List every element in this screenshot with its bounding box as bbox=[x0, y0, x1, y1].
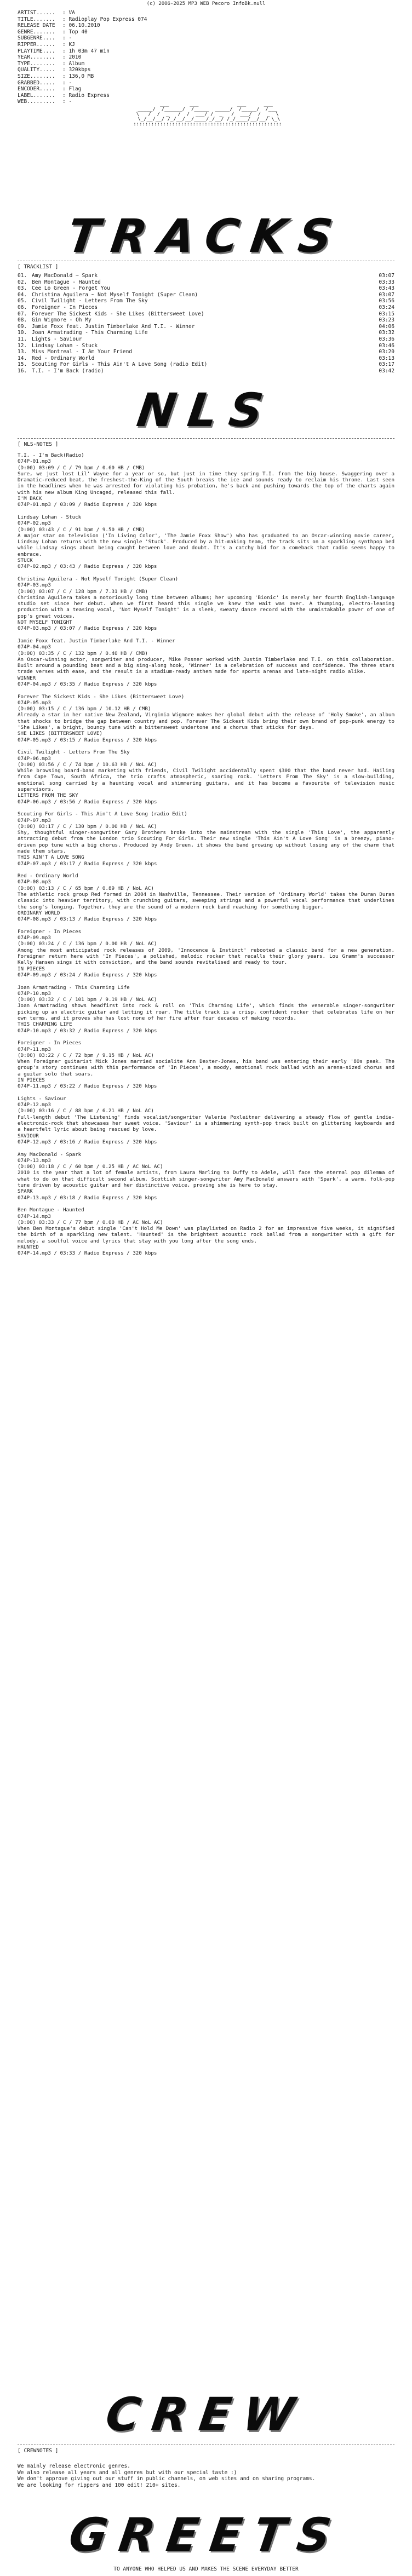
info-key: QUALITY..... bbox=[18, 67, 55, 73]
release-info bbox=[18, 10, 147, 105]
track-duration: 03:56 bbox=[379, 298, 394, 304]
note-heading: Lindsay Lohan - Stuck bbox=[18, 514, 82, 520]
track-title: T.I. - I'm Back (radio) bbox=[32, 367, 104, 374]
note-filename: 074P-11.mp3 bbox=[18, 1046, 51, 1053]
note-spec: 074P-04.mp3 / 03:35 / Radio Express / 320 kbps bbox=[18, 681, 157, 687]
notes-heading: [ NLS-NOTES ] bbox=[18, 441, 59, 447]
track-title: Amy MacDonald ~ Spark bbox=[32, 273, 98, 279]
track-number: 15. bbox=[18, 361, 27, 368]
nfo-banner bbox=[0, 383, 412, 437]
info-row: QUALITY..... : 320kbps bbox=[18, 67, 91, 73]
note-title: IN PIECES bbox=[18, 965, 45, 972]
info-value: Radioplay Pop Express 074 bbox=[68, 16, 147, 22]
info-key: ARTIST...... bbox=[18, 10, 55, 16]
info-value: Album bbox=[68, 60, 85, 67]
note-title: LETTERS FROM THE SKY bbox=[18, 792, 78, 799]
track-row bbox=[18, 298, 394, 304]
note-heading: Amy MacDonald - Spark bbox=[18, 1151, 82, 1158]
track-row bbox=[18, 273, 394, 279]
info-row: ENCODER..... : Flag bbox=[18, 86, 82, 93]
note-filename: 074P-06.mp3 bbox=[18, 755, 51, 762]
song-note bbox=[18, 1152, 394, 1201]
track-title: Red - Ordinary World bbox=[32, 355, 95, 361]
note-heading: Civil Twilight - Letters From The Sky bbox=[18, 749, 130, 756]
track-title: Lindsay Lohan - Stuck bbox=[32, 342, 98, 349]
greets-footer: TO ANYONE WHO HELPED US AND MAKES THE SCENE EVERYDAY BETTER bbox=[113, 2566, 299, 2572]
song-note bbox=[18, 929, 394, 978]
info-row: ARTIST...... : VA bbox=[18, 10, 75, 16]
info-value: 136,0 MB bbox=[68, 73, 94, 79]
note-body: Christina Aguilera takes a notoriously long time between albums; her upcoming 'Bionic' is merely her fourth English-language studio set since her debut. When we first heard this single we knew the wait was over. A thumping, electro-leaning production with a teasing vocal, 'Not Myself Tonight' is a sleek, sweaty dance record with the unmistakable power of one of pop's great voices. bbox=[18, 594, 394, 619]
note-encoding: (D:00) 03:07 / C / 128 bpm / 7.31 HB / CMB) bbox=[18, 588, 148, 595]
song-note bbox=[18, 452, 394, 508]
tracklist-heading: [ TRACKLIST ] bbox=[18, 264, 59, 270]
note-encoding: (D:00) 03:17 / C / 130 bpm / 0.00 HB / NoL AC) bbox=[18, 823, 157, 830]
note-spec: 074P-12.mp3 / 03:16 / Radio Express / 320 kbps bbox=[18, 1138, 157, 1145]
info-row: TYPE........ : Album bbox=[18, 60, 85, 67]
note-body: When Foreigner guitarist Mick Jones married socialite Ann Dexter-Jones, his band was entering their early '80s peak. The group's story continues with this performance of 'In Pieces', a moody, emotional rock ballad with an arena-sized chorus and a guitar solo that soars. bbox=[18, 1059, 394, 1077]
info-value: VA bbox=[68, 10, 75, 16]
note-spec: 074P-14.mp3 / 03:33 / Radio Express / 320 kbps bbox=[18, 1250, 157, 1257]
track-row bbox=[18, 285, 394, 292]
note-title: STUCK bbox=[18, 557, 33, 564]
note-heading: Jamie Foxx feat. Justin Timberlake And T.I. - Winner bbox=[18, 637, 175, 644]
note-encoding: (D:00) 03:09 / C / 79 bpm / 0.60 HB / CMB) bbox=[18, 464, 145, 471]
info-key: YEAR........ bbox=[18, 54, 55, 61]
crew-banner bbox=[0, 2388, 412, 2441]
note-encoding: (D:00) 03:24 / C / 136 bpm / 0.00 HB / NoL AC) bbox=[18, 941, 157, 947]
note-title: HAUNTED bbox=[18, 1244, 39, 1250]
note-filename: 074P-01.mp3 bbox=[18, 458, 51, 465]
note-title: WINNER bbox=[18, 675, 36, 681]
divider bbox=[18, 438, 394, 439]
info-value: 2010 bbox=[68, 54, 82, 61]
info-value: KJ bbox=[68, 41, 75, 48]
note-title: IN PIECES bbox=[18, 1077, 45, 1083]
track-duration: 03:17 bbox=[379, 361, 394, 368]
info-key: PLAYTIME.... bbox=[18, 48, 55, 54]
info-value: - bbox=[68, 35, 72, 42]
track-number: 02. bbox=[18, 279, 27, 285]
info-row: GRABBED..... : - bbox=[18, 79, 72, 86]
note-body: Shy, thoughtful singer-songwriter Gary Brothers broke into the mainstream with the single 'This Love', the apparently attracting debut from the London trio Scouting For Girls. Their new single 'This Ain't A Love Song' is a breezy, piano-driven pop tune with a big chorus. Produced by Andy Green, it shows the band growing up without losing any of the charm that made them stars. bbox=[18, 830, 394, 854]
copyright-line: (c) 2006-2025 MP3 WEB Pecoro InfoBk.null bbox=[146, 1, 266, 7]
track-duration: 03:42 bbox=[379, 367, 394, 374]
track-number: 12. bbox=[18, 342, 27, 349]
info-row: WEB......... : - bbox=[18, 99, 72, 105]
note-body: A major star on television ('In Living Color', 'The Jamie Foxx Show') who has graduated to an Oscar-winning movie career, Lindsay Lohan returns with the new single 'Stuck'. Produced by a hit-making team, the track sits on a sparkling synthpop bed while Lindsay sings about being caught between love and doubt. It's a catchy bid for a comeback that radio seems happy to embrace. bbox=[18, 532, 394, 557]
song-note bbox=[18, 694, 394, 743]
track-title: Civil Twilight - Letters From The Sky bbox=[32, 298, 148, 304]
tracklist bbox=[18, 273, 394, 375]
info-key: LABEL....... bbox=[18, 92, 55, 99]
crew-line: We are looking for rippers and 100 edit! 210+ sites. bbox=[18, 2482, 181, 2488]
note-spec: 074P-05.mp3 / 03:15 / Radio Express / 320 kbps bbox=[18, 737, 157, 743]
tracks-banner-text: TRACKS bbox=[64, 209, 348, 263]
info-row: RELEASE DATE : 06.10.2010 bbox=[18, 22, 100, 29]
info-key: ENCODER..... bbox=[18, 86, 55, 93]
track-title: Forever The Sickest Kids - She Likes (Bittersweet Love) bbox=[32, 311, 204, 317]
track-duration: 03:23 bbox=[379, 317, 394, 324]
song-note bbox=[18, 1207, 394, 1256]
note-heading: Red - Ordinary World bbox=[18, 873, 78, 879]
info-key: WEB......... bbox=[18, 99, 55, 105]
note-filename: 074P-04.mp3 bbox=[18, 644, 51, 651]
info-row: YEAR........ : 2010 bbox=[18, 54, 82, 61]
info-key: TYPE........ bbox=[18, 60, 55, 67]
track-number: 14. bbox=[18, 355, 27, 361]
note-heading: Foreigner - In Pieces bbox=[18, 1040, 82, 1046]
song-note bbox=[18, 514, 394, 570]
info-key: GRABBED..... bbox=[18, 79, 55, 86]
note-spec: 074P-11.mp3 / 03:22 / Radio Express / 320 kbps bbox=[18, 1083, 157, 1090]
note-filename: 074P-12.mp3 bbox=[18, 1102, 51, 1108]
note-body: Full-length debut 'The Listening' finds vocalist/songwriter Valerie Poxleitner delivering a steady flow of gentle indie-electronic-rock that showcases her sweet voice. 'Saviour' is a shimmering synth-pop track built on glittering keyboards and a heartfelt lyric about being rescued by love. bbox=[18, 1114, 394, 1133]
note-body: Already a star in her native New Zealand, Virginia Wigmore makes her global debut with the release of 'Holy Smoke', an album that shocks to bridge the gap between country and pop. Forever The Sickest Kids bring their own brand of pop-punk energy to 'She Likes', a bright, bouncy tune with a bittersweet undertone and a chorus that sticks for days. bbox=[18, 712, 394, 731]
song-note bbox=[18, 576, 394, 632]
track-row bbox=[18, 330, 394, 336]
note-filename: 074P-02.mp3 bbox=[18, 520, 51, 527]
note-encoding: (D:00) 03:16 / C / 88 bpm / 6.21 HB / NoL AC) bbox=[18, 1108, 154, 1114]
info-row: TITLE....... : Radioplay Pop Express 074 bbox=[18, 16, 147, 22]
note-encoding: (D:00) 03:15 / C / 136 bpm / 10.12 HB / CMB) bbox=[18, 706, 151, 712]
track-duration: 03:13 bbox=[379, 355, 394, 361]
info-value: Flag bbox=[68, 86, 82, 93]
note-title: SHE LIKES (BITTERSWEET LOVE) bbox=[18, 731, 102, 737]
track-row bbox=[18, 324, 394, 330]
track-number: 09. bbox=[18, 323, 27, 330]
note-heading: Foreigner - In Pieces bbox=[18, 928, 82, 935]
note-body: The athletic rock group Red formed in 2004 in Nashville, Tennessee. Their version of 'Ordinary World' takes the Duran Duran classic into heavier territory, with crunching guitars, sweeping strings and a powerful vocal performance that underlines the song's longing. Together, they are the sound of a modern rock band reaching for something bigger. bbox=[18, 892, 394, 910]
note-heading: Scouting For Girls - This Ain't A Love Song (radio Edit) bbox=[18, 811, 187, 818]
track-title: Miss Montreal - I Am Your Friend bbox=[32, 349, 133, 355]
greets-banner-text: GREETS bbox=[66, 2508, 346, 2562]
info-row: GENRE....... : Top 40 bbox=[18, 28, 88, 35]
note-filename: 074P-10.mp3 bbox=[18, 990, 51, 997]
note-heading: Forever The Sickest Kids - She Likes (Bittersweet Love) bbox=[18, 693, 185, 700]
info-key: GENRE....... bbox=[18, 28, 55, 35]
track-duration: 03:07 bbox=[379, 273, 394, 279]
note-title: SPARK bbox=[18, 1188, 33, 1195]
track-row bbox=[18, 355, 394, 362]
note-body: Among the most anticipated rock releases of 2009, 'Innocence & Instinct' rebooted a classic band for a new generation. Foreigner return here with 'In Pieces', a polished, melodic rocker that recalls their glory years. Lou Gramm's successor Kelly Hansen sings it with conviction, and the band sounds revitalised and ready to tour. bbox=[18, 947, 394, 966]
track-number: 05. bbox=[18, 298, 27, 304]
crewnotes-heading: [ CREWNOTES ] bbox=[18, 2448, 59, 2454]
track-number: 01. bbox=[18, 273, 27, 279]
note-filename: 074P-08.mp3 bbox=[18, 879, 51, 886]
note-spec: 074P-02.mp3 / 03:43 / Radio Express / 320 kbps bbox=[18, 564, 157, 570]
note-body: Sure, we just lost Lil' Wayne for a year or so, but just in time they spring T.I. from the big house. Swaggering over a Dramatic-reduced beat, the freshest-the-King of the South breaks the ice and sounds ready to reclaim his throne. Last seen in the headlines when he was arrested for violating his probation, he's back and pushing towards the top of the charts again with his new album King Uncaged, released this fall. bbox=[18, 470, 394, 496]
info-key: RIPPER...... bbox=[18, 41, 55, 48]
note-spec: 074P-01.mp3 / 03:09 / Radio Express / 320 kbps bbox=[18, 502, 157, 508]
info-row: PLAYTIME.... : 1h 03m 47 min bbox=[18, 48, 110, 54]
crew-banner-text: CREW bbox=[102, 2388, 310, 2441]
track-number: 10. bbox=[18, 330, 27, 336]
tracks-banner bbox=[0, 209, 412, 263]
song-note bbox=[18, 749, 394, 805]
note-body: While browsing board-band marketing with friends, Civil Twilight accidentally spent $300 that the band never had. Hailing from Cape Town, South Africa, the trio crafts atmospheric, soaring rock. 'Letters From The Sky' is a slow-building, emotional song carried by a haunting vocal and shimmering guitars, and it has become a favourite of television music supervisors. bbox=[18, 768, 394, 793]
info-row: RIPPER...... : KJ bbox=[18, 41, 75, 48]
note-body: Joan Armatrading shows headfirst into rock & roll on 'This Charming Life', which finds the venerable singer-songwriter picking up an electric guitar and letting it roar. The title track is a crisp, confident rocker that celebrates life on her own terms, and it proves she has lost none of her fire after four decades of making records. bbox=[18, 1003, 394, 1022]
note-body: When Ben Montague's debut single 'Can't Hold Me Down' was playlisted on Radio 2 for an impressive five weeks, it signified the birth of a sparkling new talent. 'Haunted' is the brightest acoustic rock ballad from a songwriter with a gift for melody, a soulful voice and lyrics that stay with you long after the song ends. bbox=[18, 1226, 394, 1244]
track-title: Lights - Saviour bbox=[32, 336, 82, 342]
track-duration: 03:46 bbox=[379, 342, 394, 349]
note-title: THIS AIN'T A LOVE SONG bbox=[18, 854, 84, 861]
note-encoding: (D:00) 03:18 / C / 60 bpm / 0.25 HB / AC NoL AC) bbox=[18, 1164, 163, 1170]
info-value: 1h 03m 47 min bbox=[68, 48, 110, 54]
track-title: Jamie Foxx feat. Justin Timberlake And T.I. - Winner bbox=[32, 323, 195, 330]
track-row bbox=[18, 292, 394, 298]
track-duration: 03:43 bbox=[379, 285, 394, 292]
note-spec: 074P-13.mp3 / 03:18 / Radio Express / 320 kbps bbox=[18, 1194, 157, 1201]
note-title: THIS CHARMING LIFE bbox=[18, 1021, 72, 1028]
group-logo: ___ ___ ___ ___ _____/ /______/ /_____ _____/ /_____/ /___ \ / / _ / / ___/ / _ / ___/ / _ \ \_/__/__/ /_/__/__/____/_/__/ /_/____/__/__/ \_\ :::::::::::::::::::::::::::::::::::::::::::::::::: bbox=[133, 102, 282, 127]
info-key: SIZE........ bbox=[18, 73, 55, 79]
track-row bbox=[18, 304, 394, 311]
track-duration: 03:32 bbox=[379, 330, 394, 336]
note-heading: Joan Armatrading - This Charming Life bbox=[18, 984, 130, 991]
note-encoding: (D:00) 03:35 / C / 132 bpm / 0.40 HB / CMB) bbox=[18, 650, 148, 657]
track-duration: 03:24 bbox=[379, 304, 394, 311]
track-title: Cee Lo Green - Forget You bbox=[32, 285, 110, 292]
note-filename: 074P-07.mp3 bbox=[18, 817, 51, 824]
song-note bbox=[18, 1096, 394, 1145]
note-filename: 074P-13.mp3 bbox=[18, 1157, 51, 1164]
track-row bbox=[18, 349, 394, 355]
song-note bbox=[18, 1040, 394, 1089]
track-row bbox=[18, 317, 394, 324]
note-spec: 074P-10.mp3 / 03:32 / Radio Express / 320 kbps bbox=[18, 1027, 157, 1034]
info-key: RELEASE DATE bbox=[18, 22, 55, 29]
note-filename: 074P-05.mp3 bbox=[18, 699, 51, 706]
crew-notes bbox=[18, 2463, 394, 2488]
track-duration: 03:15 bbox=[379, 311, 394, 317]
info-value: - bbox=[68, 99, 72, 105]
track-number: 03. bbox=[18, 285, 27, 292]
note-encoding: (D:00) 03:13 / C / 65 bpm / 0.89 HB / NoL AC) bbox=[18, 885, 154, 892]
note-title: NOT MYSELF TONIGHT bbox=[18, 619, 72, 626]
track-title: Christina Aguilera ~ Not Myself Tonight (Super Clean) bbox=[32, 291, 198, 298]
note-filename: 074P-09.mp3 bbox=[18, 935, 51, 941]
song-note bbox=[18, 811, 394, 867]
note-heading: Ben Montague - Haunted bbox=[18, 1207, 84, 1214]
info-value: Top 40 bbox=[68, 28, 88, 35]
note-heading: Christina Aguilera - Not Myself Tonight (Super Clean) bbox=[18, 576, 179, 582]
track-title: Foreigner - In Pieces bbox=[32, 304, 98, 311]
track-duration: 03:07 bbox=[379, 291, 394, 298]
note-spec: 074P-07.mp3 / 03:17 / Radio Express / 320 kbps bbox=[18, 860, 157, 867]
track-title: Scouting For Girls - This Ain't A Love Song (radio Edit) bbox=[32, 361, 208, 368]
track-title: Ben Montague - Haunted bbox=[32, 279, 101, 285]
crew-line: We don't approve giving out our stuff in public channels, on web sites and on sharing programs. bbox=[18, 2476, 316, 2482]
track-number: 06. bbox=[18, 304, 27, 311]
crew-line: We also release all years and all genres but with our special taste :) bbox=[18, 2469, 237, 2476]
track-row bbox=[18, 336, 394, 343]
note-spec: 074P-06.mp3 / 03:56 / Radio Express / 320 kbps bbox=[18, 798, 157, 805]
info-key: TITLE....... bbox=[18, 16, 55, 22]
note-title: ORDINARY WORLD bbox=[18, 910, 60, 916]
track-number: 11. bbox=[18, 336, 27, 342]
note-heading: Lights - Saviour bbox=[18, 1095, 66, 1102]
note-filename: 074P-03.mp3 bbox=[18, 582, 51, 589]
note-encoding: (D:00) 03:33 / C / 77 bpm / 0.00 HB / AC NoL AC) bbox=[18, 1219, 163, 1226]
note-spec: 074P-03.mp3 / 03:07 / Radio Express / 320 kbps bbox=[18, 625, 157, 632]
track-row bbox=[18, 368, 394, 375]
note-encoding: (D:00) 03:43 / C / 91 bpm / 9.50 HB / CMB) bbox=[18, 526, 145, 533]
info-row: SUBGENRE.... : - bbox=[18, 35, 72, 42]
info-row: LABEL....... : Radio Express bbox=[18, 92, 110, 99]
info-value: 320kbps bbox=[68, 67, 91, 73]
track-title: Joan Armatrading - This Charming Life bbox=[32, 330, 148, 336]
note-encoding: (D:00) 03:56 / C / 74 bpm / 10.63 HB / NoL AC) bbox=[18, 761, 157, 768]
track-number: 04. bbox=[18, 291, 27, 298]
track-duration: 03:20 bbox=[379, 349, 394, 355]
track-number: 08. bbox=[18, 317, 27, 324]
note-title: I'M BACK bbox=[18, 496, 42, 502]
crew-line: We mainly release electronic genres. bbox=[18, 2463, 130, 2469]
note-spec: 074P-09.mp3 / 03:24 / Radio Express / 320 kbps bbox=[18, 971, 157, 978]
note-encoding: (D:00) 03:22 / C / 72 bpm / 9.15 HB / NoL AC) bbox=[18, 1052, 154, 1059]
nfo-banner-text: NLS bbox=[133, 383, 279, 437]
song-note bbox=[18, 638, 394, 687]
track-number: 16. bbox=[18, 367, 27, 374]
song-note bbox=[18, 985, 394, 1034]
info-value: Radio Express bbox=[68, 92, 110, 99]
info-value: - bbox=[68, 79, 72, 86]
info-key: SUBGENRE.... bbox=[18, 35, 55, 42]
release-notes bbox=[18, 452, 394, 1263]
track-title: Gin Wigmore - Oh My bbox=[32, 317, 91, 324]
track-duration: 03:36 bbox=[379, 336, 394, 342]
track-row bbox=[18, 279, 394, 286]
track-row bbox=[18, 361, 394, 368]
track-number: 07. bbox=[18, 311, 27, 317]
track-duration: 04:06 bbox=[379, 323, 394, 330]
note-body: 2010 is the year that a lot of female artists, from Laura Marling to Duffy to Adele, will face the eternal pop dilemma of what to do on that difficult second album. Scottish singer-songwriter Amy MacDonald answers with 'Spark', a warm, folk-pop tune driven by acoustic guitar and her distinctive voice, proving she is here to stay. bbox=[18, 1170, 394, 1189]
track-row bbox=[18, 343, 394, 349]
info-value: 06.10.2010 bbox=[68, 22, 100, 29]
note-body: An Oscar-winning actor, songwriter and producer, Mike Posner worked with Justin Timberlake and T.I. on this collaboration. Built around a pounding beat and a big sing-along hook, 'Winner' is a celebration of success and confidence. The three stars trade verses with ease, and the result is a stadium-ready anthem made for sports arenas and late-night radio alike. bbox=[18, 656, 394, 675]
track-duration: 03:33 bbox=[379, 279, 394, 285]
note-spec: 074P-08.mp3 / 03:13 / Radio Express / 320 kbps bbox=[18, 916, 157, 923]
track-row bbox=[18, 311, 394, 318]
greets-banner bbox=[0, 2508, 412, 2562]
note-heading: T.I. - I'm Back(Radio) bbox=[18, 452, 84, 458]
note-filename: 074P-14.mp3 bbox=[18, 1213, 51, 1220]
info-row: SIZE........ : 136,0 MB bbox=[18, 73, 94, 79]
note-encoding: (D:00) 03:32 / C / 101 bpm / 9.19 HB / NoL AC) bbox=[18, 997, 157, 1003]
song-note bbox=[18, 873, 394, 922]
track-number: 13. bbox=[18, 349, 27, 355]
note-title: SAVIOUR bbox=[18, 1132, 39, 1139]
